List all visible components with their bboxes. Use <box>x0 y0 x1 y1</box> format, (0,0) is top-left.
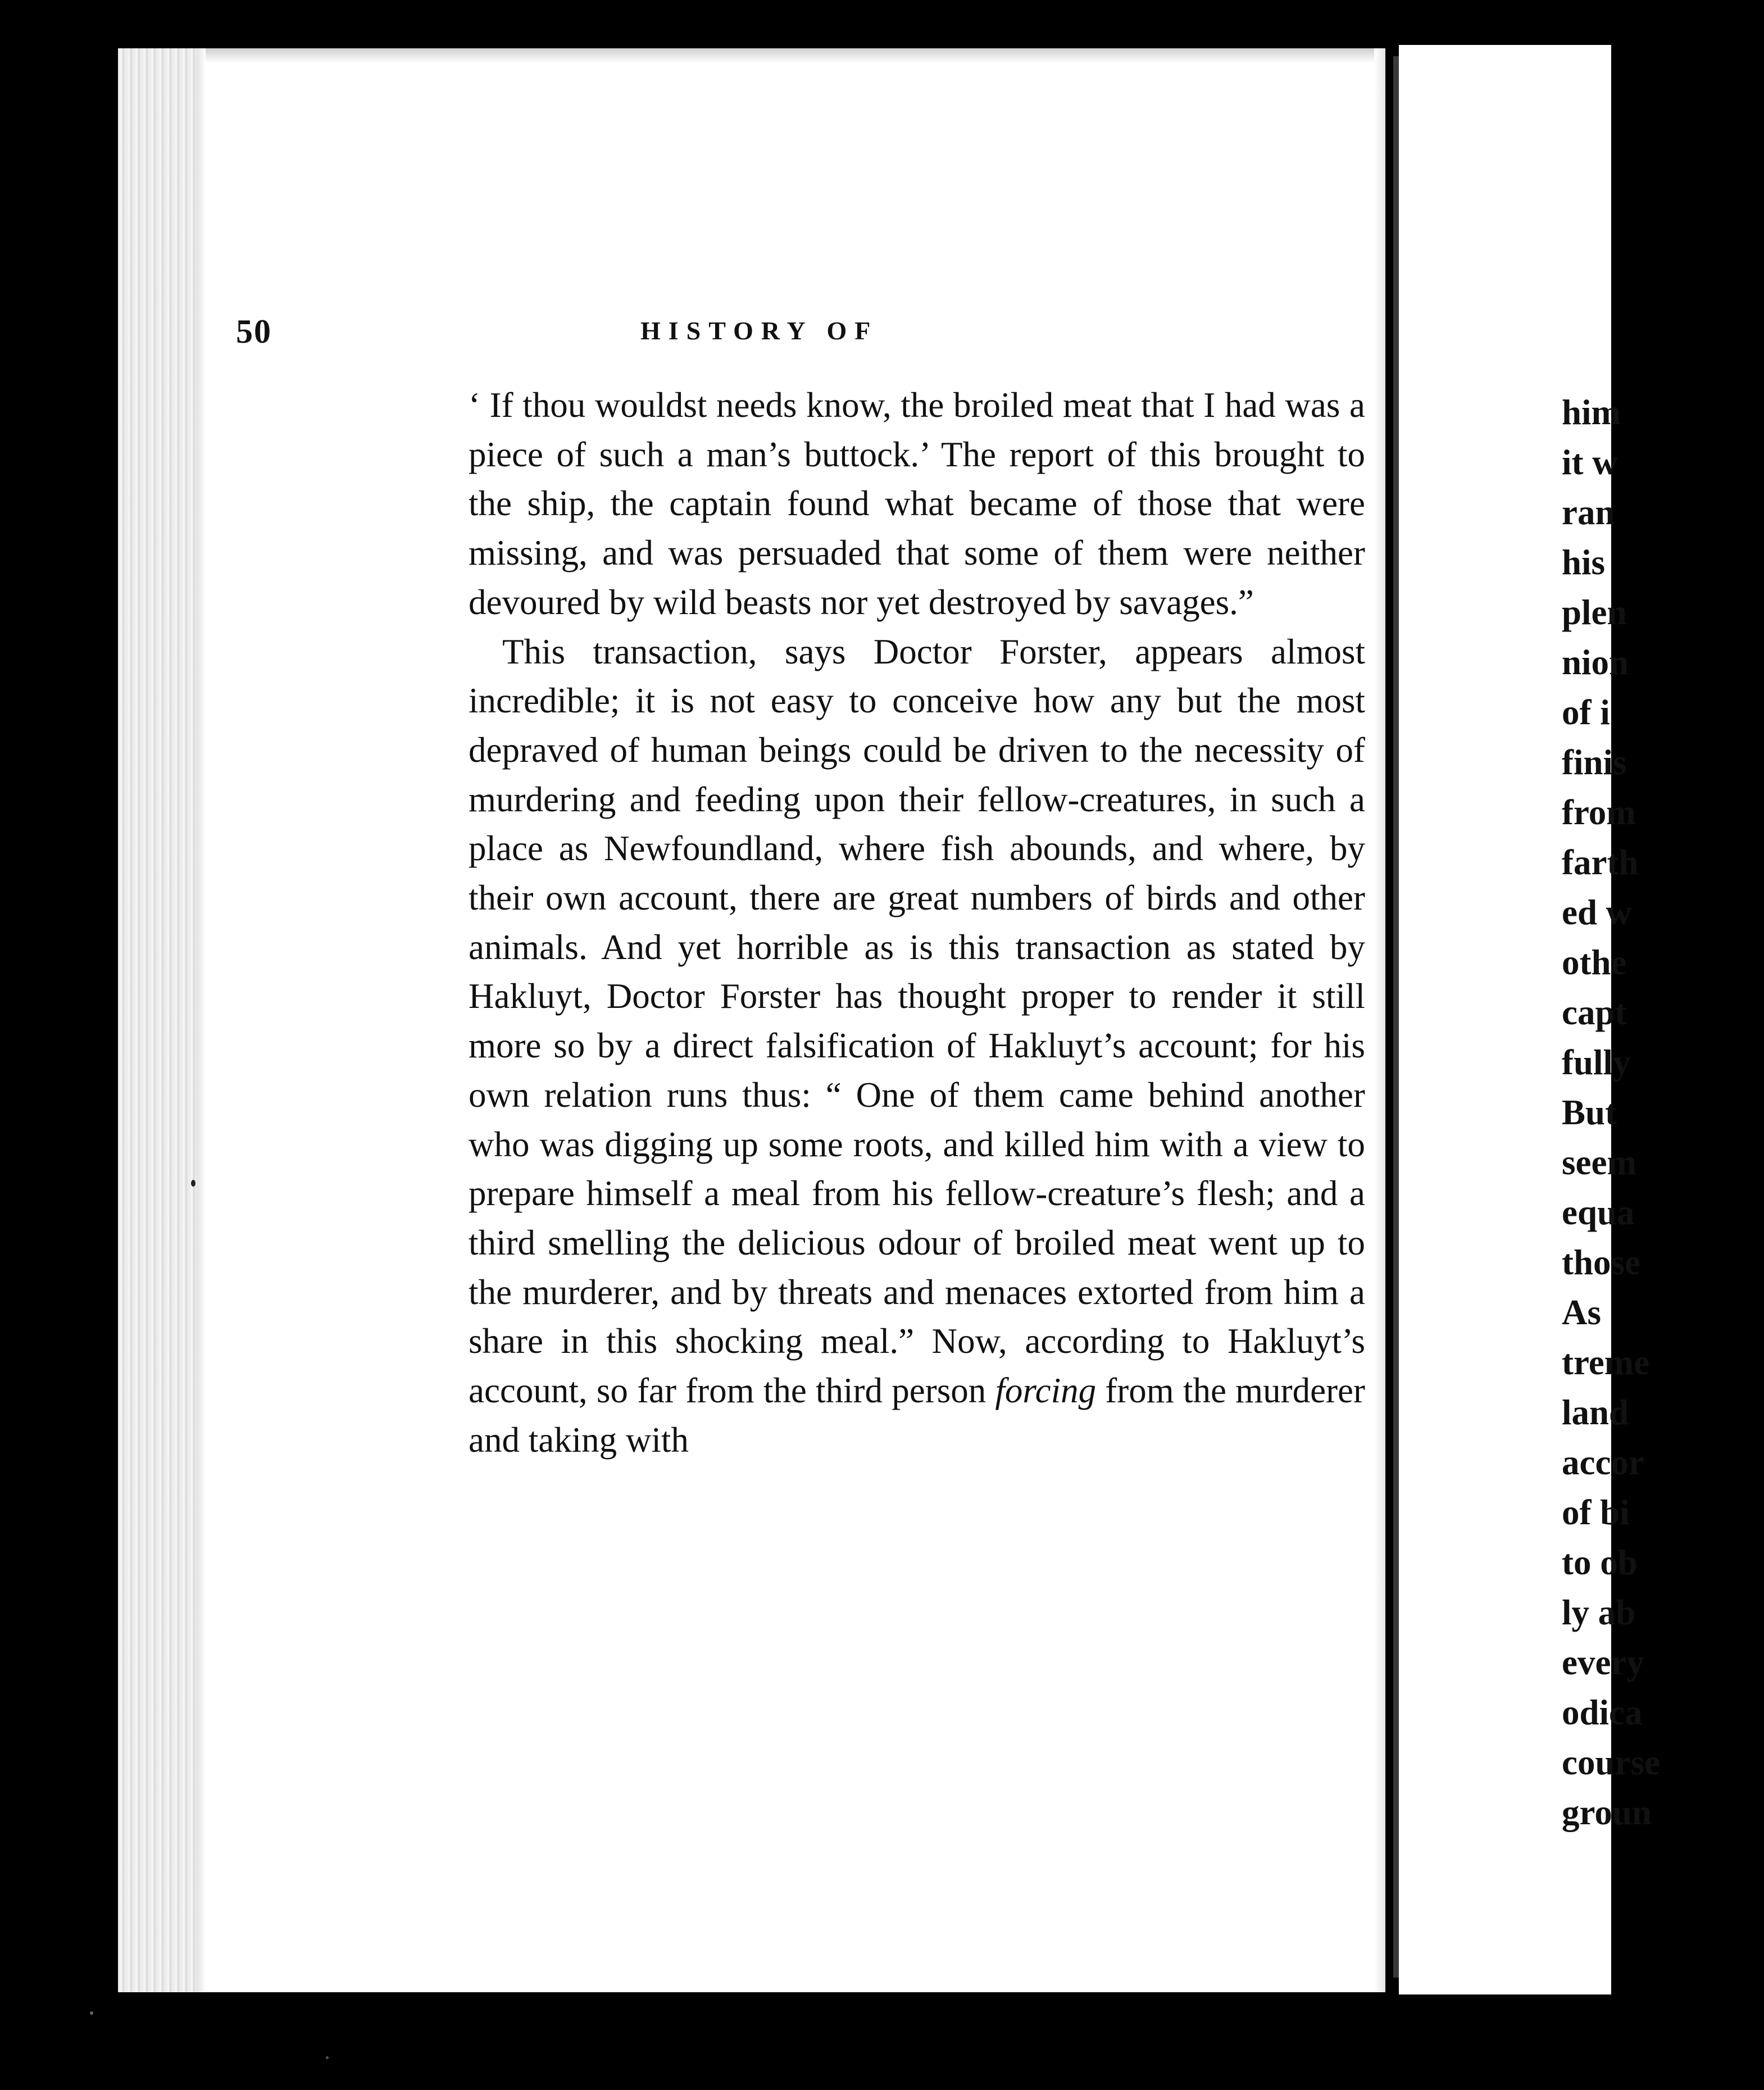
right-page-line: from <box>1562 793 1636 832</box>
right-page-line: of bi <box>1562 1493 1630 1532</box>
right-page <box>1399 45 1660 1994</box>
right-page-line: ed w <box>1562 893 1632 932</box>
running-head: HISTORY OF <box>640 316 879 345</box>
right-page-line: fully <box>1562 1043 1631 1082</box>
right-page-line: seem <box>1562 1143 1636 1182</box>
right-page-text <box>1562 388 1764 1838</box>
right-page-line: his <box>1562 543 1606 582</box>
left-page <box>118 48 1385 1992</box>
right-page-line: plen <box>1562 593 1627 632</box>
right-page-line: him <box>1562 393 1621 432</box>
right-page-line: it w <box>1562 443 1618 482</box>
right-page-line: to ob <box>1562 1543 1638 1582</box>
right-page-line: farth <box>1562 843 1639 882</box>
italic-word: forcing <box>995 1371 1097 1411</box>
right-page-line: ran <box>1562 493 1615 532</box>
right-page-line: nion <box>1562 643 1629 682</box>
dust-speck <box>191 1180 196 1187</box>
paragraph <box>469 628 1365 1465</box>
dust-speck <box>326 2056 329 2059</box>
right-page-line: equa <box>1562 1193 1635 1232</box>
right-page-line: course <box>1562 1743 1660 1782</box>
right-page-line: othe <box>1562 943 1627 982</box>
right-page-line: ly ab <box>1562 1593 1636 1632</box>
right-page-line: odica <box>1562 1693 1643 1732</box>
body-text <box>469 381 1365 1465</box>
right-page-line: groun <box>1562 1793 1652 1832</box>
right-page-line: capt <box>1562 993 1627 1032</box>
book-gutter <box>1385 0 1393 2090</box>
gutter-line <box>1393 56 1399 1978</box>
right-page-line: of i <box>1562 693 1610 732</box>
right-page-line: every <box>1562 1643 1644 1682</box>
right-page-line: accor <box>1562 1443 1644 1482</box>
paragraph-text: This transaction, says Doctor Forster, appears almost incredible; it is not easy to conceive how any but the most depraved of human beings could be driven to the necessity of murdering and feeding upon their fellow-creatures, in such a place as Newfoundland, where fish abounds, and where, by their own account, there are great numbers of birds and other animals. And yet horrible as is this transaction as stated by Hakluyt, Doctor Forster has thought proper to render it still more so by a direct falsification of Hakluyt’s account; for his own relation runs thus: “ One of them came behind another who was digging up some roots, and killed him with a view to prepare himself a meal from his fellow-creature’s flesh; and a third smelling the delicious odour of broiled meat went up to the murderer, and by threats and menaces extorted from him a share in this shocking meal.” Now, according to Hakluyt’s account, so far from the third person <box>469 631 1365 1411</box>
page-top-edge <box>118 48 1385 63</box>
right-page-line: But <box>1562 1093 1617 1132</box>
page-number: 50 <box>236 313 272 350</box>
right-page-line: treme <box>1562 1343 1650 1382</box>
page-stack-edges <box>118 48 197 1992</box>
right-page-line: those <box>1562 1243 1640 1282</box>
paragraph-text: from the murderer and taking with <box>469 1371 1366 1460</box>
dust-speck <box>90 2011 93 2015</box>
paragraph: ‘ If thou wouldst needs know, the broiled meat that I had was a piece of such a man’s buttock.’ The report of this brought to the ship, the captain found what became of those that were missing, and was persuaded that some of them were neither devoured by wild beasts nor yet destroyed by savages.” <box>469 385 1365 622</box>
right-page-line: land <box>1562 1393 1629 1432</box>
page-gutter-shadow <box>1374 48 1385 1992</box>
right-page-line: As <box>1562 1293 1602 1332</box>
right-page-line: finis <box>1562 743 1627 782</box>
